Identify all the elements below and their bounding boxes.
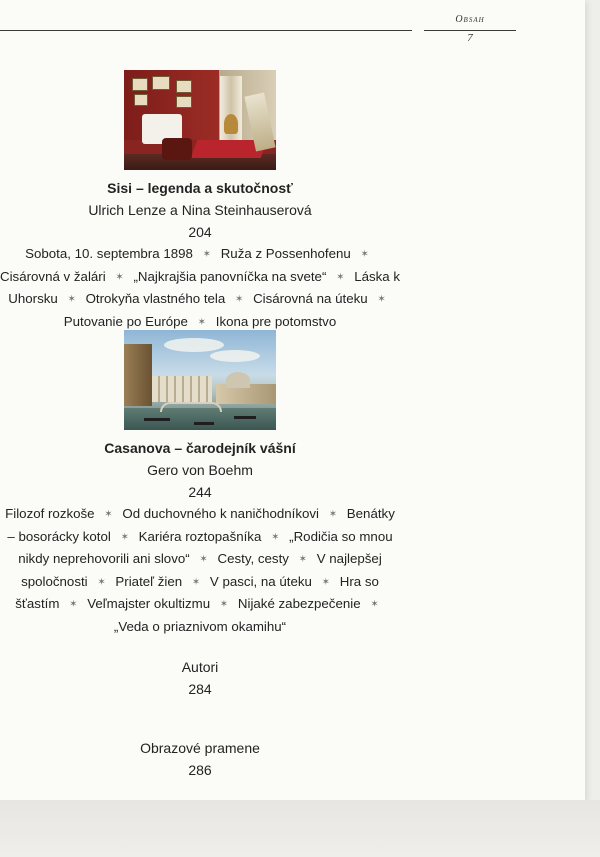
entry-title: Sisi – legenda a skutočnosť [107,180,293,196]
page-edge [0,800,600,857]
chapter-title: Cisárovná na úteku [253,291,368,306]
star-separator-icon: ✶ [202,249,211,260]
chapter-title: Priateľ žien [115,573,183,589]
misc-page: 286 [188,762,212,778]
misc-label: Obrazové pramene [140,740,260,756]
chapter-title: Ruža z Possenhofenu [220,246,351,261]
chapter-title: Benátky – bosorácky kotol [7,506,395,544]
chapter-list [0,504,400,637]
chapter-title: „Najkrajšia panovníčka na svete“ [133,268,327,284]
star-separator-icon: ✶ [97,576,106,588]
chapter-title: Otrokyňa vlastného tela [85,291,226,306]
running-head: Obsah [455,14,485,25]
star-separator-icon: ✶ [234,294,244,305]
star-separator-icon: ✶ [298,554,308,565]
chapter-title: „Veda o priaznivom okamihu“ [113,618,287,634]
star-separator-icon: ✶ [377,294,386,305]
star-separator-icon: ✶ [120,531,129,543]
star-separator-icon: ✶ [191,576,201,588]
chapter-title: Od duchovného k naničhodníkovi [122,506,319,521]
chapter-title: Putovanie po Európe [63,313,188,329]
star-separator-icon: ✶ [104,509,113,520]
chapter-title: Veľmajster okultizmu [87,596,211,611]
entry-author: Gero von Boehm [147,462,253,478]
misc-label: Autori [181,659,219,675]
chapter-title: Hra so šťastím [15,573,379,611]
entry-start-page: 204 [188,224,212,240]
misc-page: 284 [188,681,212,697]
star-separator-icon: ✶ [328,509,338,520]
entry-title: Casanova – čarodejník vášní [104,440,296,456]
star-separator-icon: ✶ [115,271,124,283]
interior-painting-image [124,70,276,170]
chapter-title: Cesty, cesty [217,551,289,566]
header-rule [0,30,412,31]
toc-entry-casanova [0,330,400,637]
chapter-title: Ikona pre potomstvo [215,313,337,329]
star-separator-icon: ✶ [370,599,379,610]
toc-entry-sisi [0,70,400,334]
chapter-title: Filozof rozkoše [5,506,95,521]
star-separator-icon: ✶ [69,599,78,610]
chapter-title: Láska k Uhorsku [8,268,401,306]
chapter-title: V najlepšej spoločnosti [21,551,382,589]
star-separator-icon: ✶ [67,294,76,305]
star-separator-icon: ✶ [360,249,369,260]
entry-author: Ulrich Lenze a Nina Steinhauserová [88,202,312,218]
chapter-title: Kariéra roztopašníka [138,528,262,544]
star-separator-icon: ✶ [197,316,207,328]
page-number: 7 [467,32,473,44]
toc-entry-image-sources [0,737,400,781]
venice-painting-image [124,330,276,430]
entry-start-page: 244 [188,484,212,500]
star-separator-icon: ✶ [219,599,229,610]
star-separator-icon: ✶ [321,576,331,588]
chapter-list [0,244,400,334]
star-separator-icon: ✶ [271,531,280,543]
chapter-title: „Rodičia so mnou nikdy neprehovorili ani slovo“ [18,528,393,566]
chapter-title: Cisárovná v žalári [0,268,106,284]
star-separator-icon: ✶ [336,271,345,283]
chapter-title: V pasci, na úteku [209,573,312,589]
header-rule-right [424,30,516,31]
toc-entry-authors [0,656,400,700]
chapter-title: Nijaké zabezpečenie [237,596,361,611]
star-separator-icon: ✶ [199,554,208,565]
chapter-title: Sobota, 10. septembra 1898 [25,246,193,261]
